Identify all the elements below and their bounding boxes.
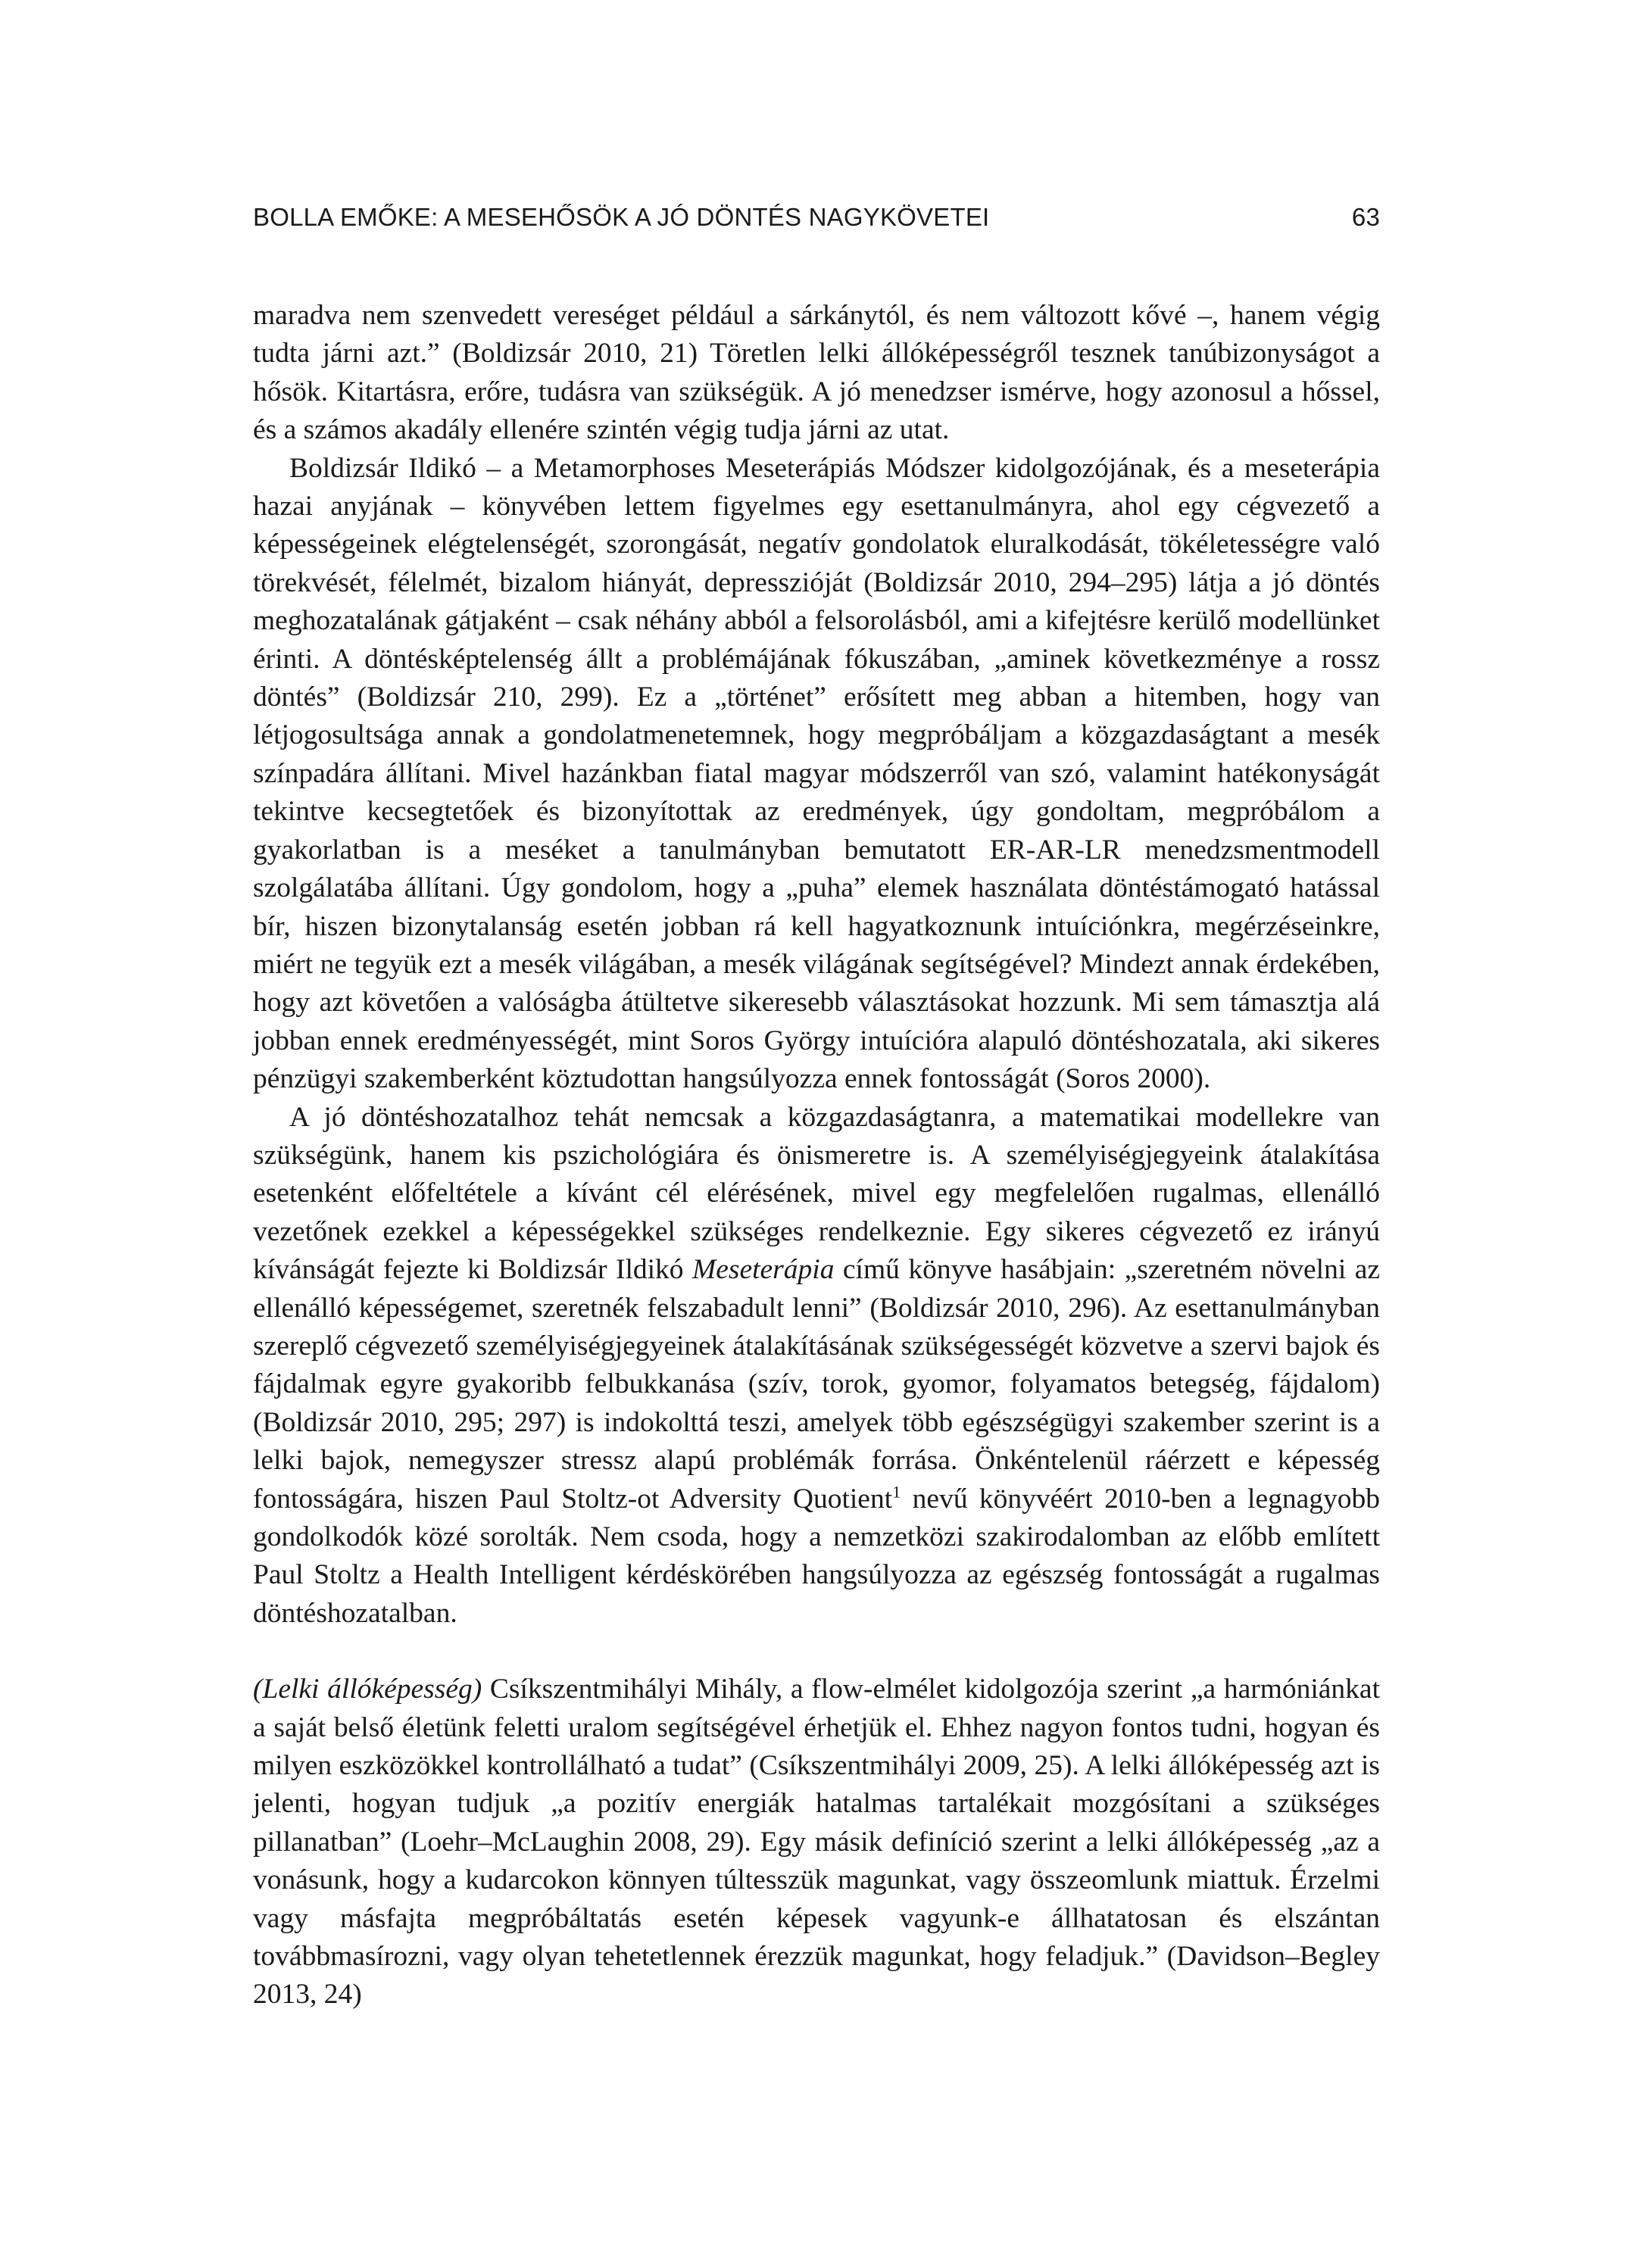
section-run-in-heading: (Lelki állóképesség): [253, 1674, 482, 1705]
running-header: [253, 203, 1380, 232]
paragraph-text: Csíkszentmihályi Mihály, a flow-elmélet kidolgozója szerint „a harmóniánkat a saját belső életünk feletti uralom segítségével érhetjük el. Ehhez nagyon fontos tudni, hogyan és milyen eszközökkel kontrollálható a tudat” (Csíkszentmihályi 2009, 25). A lelki állóképesség azt is jelenti, hogyan tudjuk „a pozitív energiák hatalmas tartalékait mozgósítani a szükséges pillanatban” (Loehr–McLaughin 2008, 29). Egy másik definíció szerint a lelki állóképesség „az a vonásunk, hogy a kudarcokon könnyen túltesszük magunkat, vagy összeomlunk miattuk. Érzelmi vagy másfajta megpróbáltatás esetén képesek vagyunk-e állhatatosan és elszántan továbbmasírozni, vagy olyan tehetetlennek érezzük magunkat, hogy feladjuk.” (Davidson–Begley 2013, 24): [253, 1674, 1380, 2011]
paragraph-text: című könyve hasábjain: „szeretném növelni az ellenálló képességemet, szeretnék felszabadult lenni” (Boldizsár 2010, 296). Az esettanulmányban szereplő cégvezető személyiségjegyeinek átalakításának szükségességét közvetve a szervi bajok és fájdalmak egyre gyakoribb felbukkanása (szív, torok, gyomor, folyamatos betegség, fájdalom) (Boldizsár 2010, 295; 297) is indokolttá teszi, amelyek több egészségügyi szakember szerint is a lelki bajok, nemegyszer stressz alapú problémák forrása. Önkéntelenül ráérzett e képesség fontosságára, hiszen Paul Stoltz-ot Adversity Quotient: [253, 1254, 1380, 1515]
paragraph-continuation: maradva nem szenvedett vereséget például a sárkánytól, és nem változott kővé –, hanem végig tudta járni azt.” (Boldizsár 2010, 21) Töretlen lelki állóképességről tesznek tanúbizonyságot a hősök. Kitartásra, erőre, tudásra van szükségük. A jó menedzser ismérve, hogy azonosul a hőssel, és a számos akadály ellenére szintén végig tudja járni az utat.: [253, 300, 1380, 446]
paragraph-text: A jó döntéshozatalhoz tehát nemcsak a közgazdaságtanra, a matematikai modellekre van szükségünk, hanem kis pszichológiára és önismeretre is. A személyiségjegyeink átalakítása esetenként előfeltétele a kívánt cél elérésének, mivel egy megfelelően rugalmas, ellenálló vezetőnek ezekkel a képességekkel szükséges rendelkeznie. Egy sikeres cégvezető ez irányú kívánságát fejezte ki Boldizsár Ildikó: [253, 1101, 1380, 1286]
paragraph-case-study: Boldizsár Ildikó – a Metamorphoses Meseterápiás Módszer kidolgozójának, és a meseterápia hazai anyjának – könyvében lettem figyelmes egy esettanulmányra, ahol egy cégvezető a képességeinek elégtelenségét, szorongását, negatív gondolatok eluralkodását, tökéletességre való törekvését, félelmét, bizalom hiányát, depresszióját (Boldizsár 2010, 294–295) látja a jó döntés meghozatalának gátjaként – csak néhány abból a felsorolásból, ami a kifejtésre kerülő modellünket érinti. A döntésképtelenség állt a problémájának fókuszában, „aminek következménye a rossz döntés” (Boldizsár 210, 299). Ez a „történet” erősített meg abban a hitemben, hogy van létjogosultsága annak a gondolatmenetemnek, hogy megpróbáljam a közgazdaságtant a mesék színpadára állítani. Mivel hazánkban fiatal magyar módszerről van szó, valamint hatékonyságát tekintve kecsegtetőek és bizonyítottak az eredmények, úgy gondoltam, megpróbálom a gyakorlatban is a meséket a tanulmányban bemutatott ER-AR-LR menedzsmentmodell szolgálatába állítani. Úgy gondolom, hogy a „puha” elemek használata döntéstámogató hatással bír, hiszen bizonytalanság esetén jobban rá kell hagyatkoznunk intuíciónkra, megérzéseinkre, miért ne tegyük ezt a mesék világában, a mesék világának segítségével? Mindezt annak érdekében, hogy azt követően a valóságba átültetve sikeresebb választásokat hozzunk. Mi sem támasztja alá jobban ennek eredményességét, mint Soros György intuícióra alapuló döntéshozatala, aki sikeres pénzügyi szakemberként köztudottan hangsúlyozza ennek fontosságát (Soros 2000).: [253, 452, 1380, 1095]
running-title: BOLLA EMŐKE: A MESEHŐSÖK A JÓ DÖNTÉS NAGYKÖVETEI: [253, 203, 990, 231]
page-number: 63: [1351, 203, 1380, 231]
body-text: [253, 297, 1380, 2014]
paragraph-mental-endurance: [253, 1671, 1380, 2014]
paragraph-decision-making: [253, 1099, 1380, 1633]
footnote-marker[interactable]: 1: [892, 1482, 901, 1502]
book-title: Meseterápia: [692, 1254, 835, 1286]
paragraph-text: nevű könyvéért 2010-ben a legnagyobb gondolkodók közé sorolták. Nem csoda, hogy a nemzetközi szakirodalomban az előbb említett Paul Stoltz a Health Intelligent kérdéskörében hangsúlyozza az egészség fontosságát a rugalmas döntéshozatalban.: [253, 1483, 1380, 1629]
